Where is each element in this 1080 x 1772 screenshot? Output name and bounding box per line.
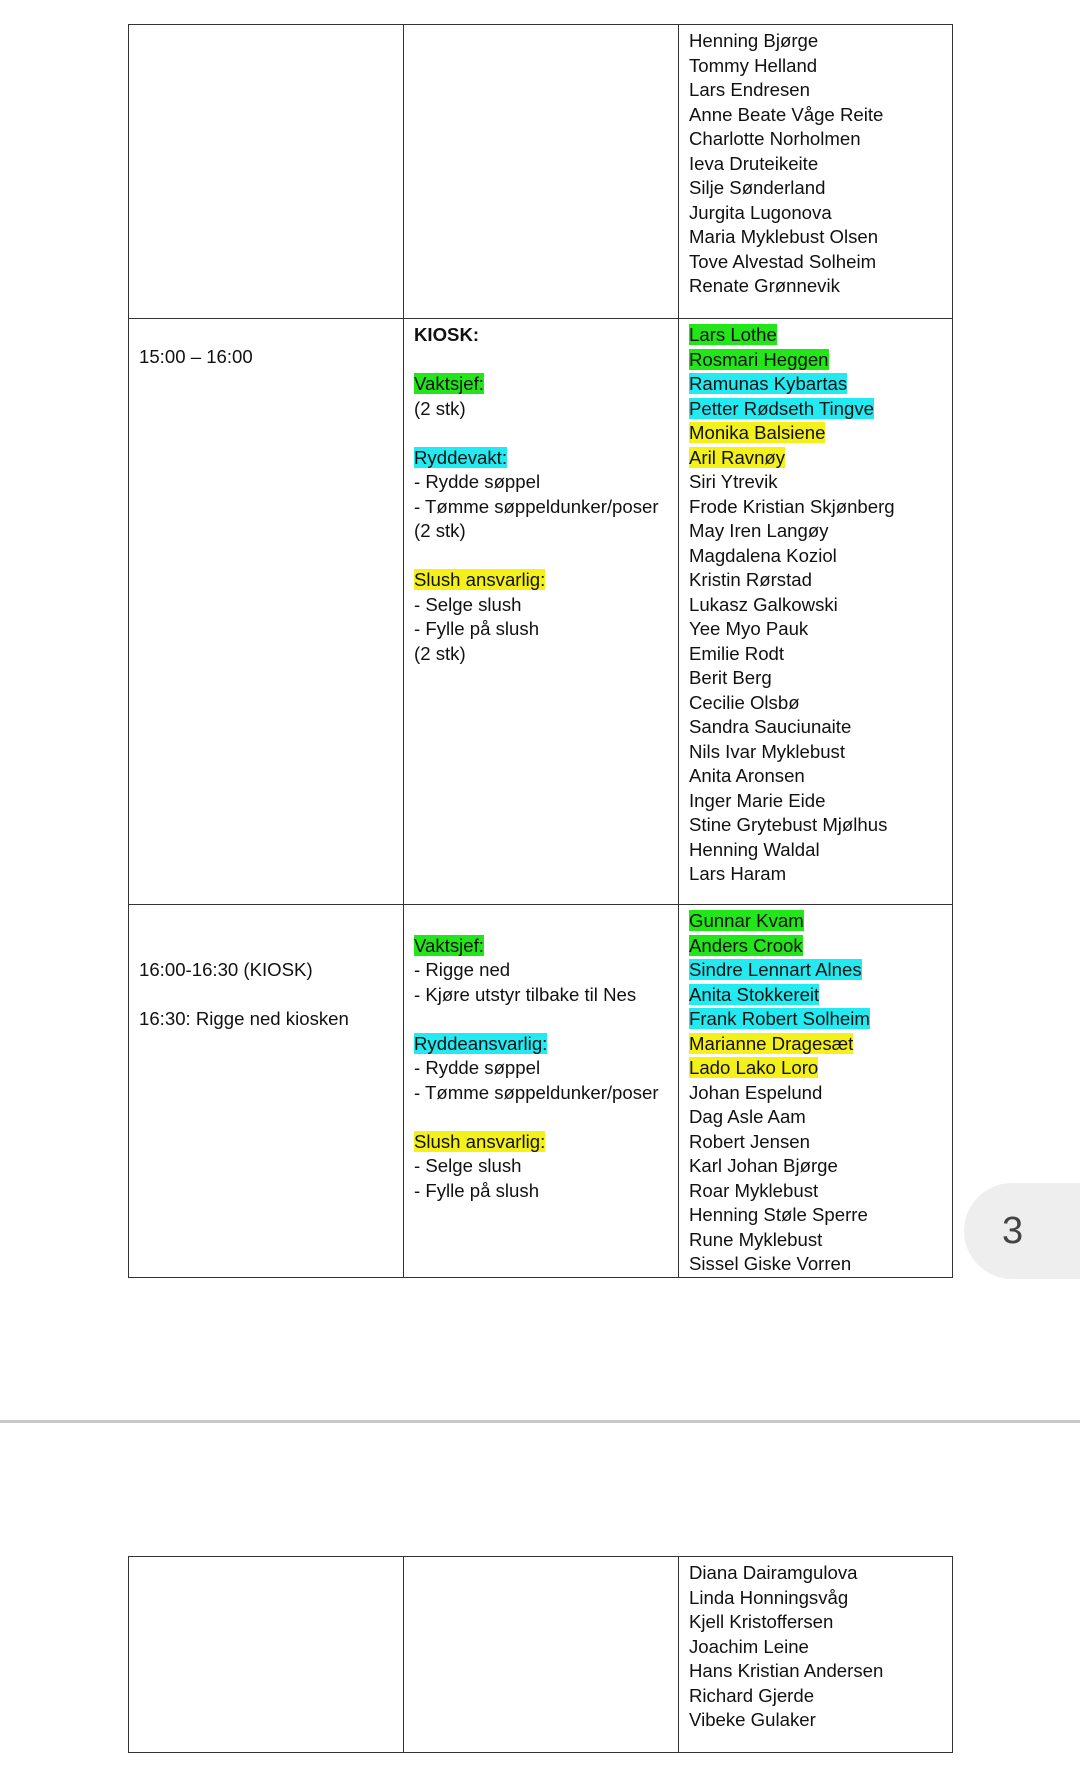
highlighted-label: Vaktsjef:: [414, 934, 484, 956]
line-text: Lars Endresen: [689, 79, 810, 100]
line-text: Vibeke Gulaker: [689, 1709, 816, 1730]
table-row: [129, 319, 953, 905]
table-row: [129, 25, 953, 319]
tasks-cell: [404, 905, 679, 1278]
person-name: [689, 176, 952, 201]
text-line: [414, 593, 678, 618]
person-name: [689, 544, 952, 569]
line-text: Renate Grønnevik: [689, 275, 840, 296]
text-line: [414, 446, 678, 471]
blank-line: [139, 909, 403, 934]
text-line: [414, 934, 678, 959]
line-text: 16:00-16:30 (KIOSK): [139, 959, 313, 980]
line-text: Linda Honningsvåg: [689, 1586, 849, 1608]
text-line: [139, 1007, 403, 1032]
text-line: [414, 1130, 678, 1155]
person-name: [689, 372, 952, 397]
page-number-badge: 3: [964, 1183, 1080, 1279]
person-name: [689, 838, 952, 863]
text-line: [414, 1154, 678, 1179]
text-line: [414, 1179, 678, 1204]
person-name: [689, 958, 952, 983]
highlighted-label: Slush ansvarlig:: [414, 569, 546, 590]
blank-line: [139, 934, 403, 959]
person-name: [689, 78, 952, 103]
time-cell: [129, 1557, 404, 1753]
name-list: [679, 905, 952, 1277]
line-text: Inger Marie Eide: [689, 789, 826, 811]
line-text: - Kjøre utstyr tilbake til Nes: [414, 983, 637, 1005]
task-list: [404, 319, 678, 666]
person-name: [689, 1130, 952, 1155]
highlighted-label: Lado Lako Loro: [689, 1057, 819, 1078]
blank-line: [414, 544, 678, 569]
person-name: [689, 691, 952, 716]
time-cell: [129, 905, 404, 1278]
line-text: Charlotte Norholmen: [689, 128, 861, 149]
line-text: Yee Myo Pauk: [689, 618, 809, 639]
person-name: [689, 740, 952, 765]
time-slot: [129, 905, 403, 1032]
person-name: [689, 813, 952, 838]
line-text: Lars Haram: [689, 863, 787, 884]
person-name: [689, 250, 952, 275]
line-text: Joachim Leine: [689, 1635, 809, 1657]
shift-schedule-table-continued: [128, 1556, 953, 1753]
name-list: [679, 319, 952, 887]
person-name: [689, 789, 952, 814]
text-line: [139, 958, 403, 983]
line-text: - Selge slush: [414, 593, 522, 615]
time-cell: [129, 25, 404, 319]
line-text: Hans Kristian Andersen: [689, 1660, 884, 1681]
names-cell: [679, 319, 953, 905]
person-name: [689, 1708, 952, 1733]
blank-line: [139, 983, 403, 1008]
person-name: [689, 1228, 952, 1253]
blank-line: [414, 348, 678, 373]
text-line: [414, 958, 678, 983]
person-name: [689, 421, 952, 446]
line-text: - Rydde søppel: [414, 1057, 541, 1078]
person-name: [689, 397, 952, 422]
task-list: [404, 905, 678, 1203]
person-name: [689, 934, 952, 959]
line-text: Kjell Kristoffersen: [689, 1611, 834, 1632]
text-line: [414, 1056, 678, 1081]
line-text: Diana Dairamgulova: [689, 1562, 858, 1583]
text-line: [414, 495, 678, 520]
person-name: [689, 519, 952, 544]
name-list: [679, 25, 952, 299]
line-text: Nils Ivar Myklebust: [689, 740, 846, 762]
line-text: Tommy Helland: [689, 54, 818, 76]
highlighted-label: Slush ansvarlig:: [414, 1130, 546, 1152]
person-name: [689, 1684, 952, 1709]
person-name: [689, 54, 952, 79]
text-line: [414, 397, 678, 422]
person-name: [689, 103, 952, 128]
highlighted-label: Anders Crook: [689, 934, 803, 956]
line-text: Karl Johan Bjørge: [689, 1155, 838, 1176]
line-text: Jurgita Lugonova: [689, 201, 832, 223]
highlighted-label: Marianne Dragesæt: [689, 1032, 854, 1054]
line-text: Sandra Sauciunaite: [689, 716, 852, 737]
line-text: (2 stk): [414, 397, 466, 419]
line-text: KIOSK:: [414, 324, 480, 345]
line-text: Lukasz Galkowski: [689, 593, 838, 615]
person-name: [689, 446, 952, 471]
line-text: Henning Bjørge: [689, 30, 819, 51]
person-name: [689, 1154, 952, 1179]
time-cell: [129, 319, 404, 905]
text-line: [414, 1032, 678, 1057]
highlighted-label: Sindre Lennart Alnes: [689, 959, 862, 980]
highlighted-label: Anita Stokkereit: [689, 983, 820, 1005]
person-name: [689, 1056, 952, 1081]
text-line: [414, 617, 678, 642]
line-text: Anne Beate Våge Reite: [689, 103, 884, 125]
line-text: Dag Asle Aam: [689, 1106, 806, 1127]
text-line: [414, 1081, 678, 1106]
highlighted-label: Ramunas Kybartas: [689, 373, 848, 394]
person-name: [689, 909, 952, 934]
line-text: Silje Sønderland: [689, 177, 826, 198]
highlighted-label: Ryddevakt:: [414, 446, 508, 468]
text-line: [414, 372, 678, 397]
table-row: [129, 1557, 953, 1753]
person-name: [689, 1635, 952, 1660]
line-text: Henning Waldal: [689, 838, 820, 860]
line-text: 16:30: Rigge ned kiosken: [139, 1008, 349, 1029]
line-text: Kristin Rørstad: [689, 569, 812, 590]
highlighted-label: Lars Lothe: [689, 324, 777, 345]
line-text: Sissel Giske Vorren: [689, 1253, 852, 1274]
person-name: [689, 1610, 952, 1635]
line-text: - Tømme søppeldunker/poser: [414, 1081, 659, 1103]
highlighted-label: Petter Rødseth Tingve: [689, 397, 874, 419]
line-text: - Fylle på slush: [414, 618, 540, 639]
page-divider: [0, 1420, 1080, 1423]
line-text: Ieva Druteikeite: [689, 152, 819, 174]
text-line: [414, 983, 678, 1008]
name-list: [679, 1557, 952, 1733]
line-text: Emilie Rodt: [689, 642, 785, 664]
tasks-cell: [404, 319, 679, 905]
highlighted-label: Aril Ravnøy: [689, 446, 786, 468]
person-name: [689, 642, 952, 667]
highlighted-label: Monika Balsiene: [689, 422, 826, 443]
text-line: [414, 323, 678, 348]
blank-line: [414, 1105, 678, 1130]
line-text: - Rydde søppel: [414, 471, 541, 492]
blank-line: [414, 421, 678, 446]
line-text: Maria Myklebust Olsen: [689, 226, 879, 247]
line-text: May Iren Langøy: [689, 520, 829, 541]
time-slot: 15:00 – 16:00: [139, 346, 253, 367]
person-name: [689, 1252, 952, 1277]
line-text: - Rigge ned: [414, 959, 511, 980]
line-text: Tove Alvestad Solheim: [689, 250, 877, 272]
person-name: [689, 470, 952, 495]
person-name: [689, 1586, 952, 1611]
person-name: [689, 1105, 952, 1130]
highlighted-label: Gunnar Kvam: [689, 910, 804, 931]
line-text: Johan Espelund: [689, 1081, 823, 1103]
person-name: [689, 348, 952, 373]
table-row: [129, 905, 953, 1278]
text-line: [414, 519, 678, 544]
person-name: [689, 617, 952, 642]
highlighted-label: Ryddeansvarlig:: [414, 1032, 548, 1054]
tasks-cell: [404, 1557, 679, 1753]
shift-schedule-table: [128, 24, 953, 1278]
line-text: Magdalena Koziol: [689, 544, 837, 566]
line-text: Siri Ytrevik: [689, 471, 778, 492]
person-name: [689, 568, 952, 593]
person-name: [689, 1179, 952, 1204]
person-name: [689, 152, 952, 177]
line-text: Stine Grytebust Mjølhus: [689, 814, 888, 835]
person-name: [689, 323, 952, 348]
highlighted-label: Vaktsjef:: [414, 373, 484, 394]
line-text: Richard Gjerde: [689, 1684, 815, 1706]
blank-line: [414, 1007, 678, 1032]
person-name: [689, 29, 952, 54]
line-text: Rune Myklebust: [689, 1228, 823, 1250]
person-name: [689, 225, 952, 250]
person-name: [689, 1081, 952, 1106]
person-name: [689, 593, 952, 618]
line-text: (2 stk): [414, 642, 466, 664]
person-name: [689, 1007, 952, 1032]
text-line: [414, 642, 678, 667]
person-name: [689, 983, 952, 1008]
line-text: Cecilie Olsbø: [689, 691, 800, 713]
line-text: Henning Støle Sperre: [689, 1204, 868, 1225]
line-text: Anita Aronsen: [689, 765, 805, 786]
text-line: [414, 568, 678, 593]
names-cell: [679, 1557, 953, 1753]
person-name: [689, 715, 952, 740]
line-text: Berit Berg: [689, 667, 772, 688]
person-name: [689, 495, 952, 520]
person-name: [689, 274, 952, 299]
person-name: [689, 1203, 952, 1228]
person-name: [689, 201, 952, 226]
person-name: [689, 764, 952, 789]
line-text: Robert Jensen: [689, 1130, 810, 1152]
person-name: [689, 1032, 952, 1057]
line-text: - Selge slush: [414, 1155, 522, 1176]
highlighted-label: Frank Robert Solheim: [689, 1008, 870, 1029]
person-name: [689, 862, 952, 887]
names-cell: [679, 25, 953, 319]
person-name: [689, 127, 952, 152]
tasks-cell: [404, 25, 679, 319]
line-text: - Tømme søppeldunker/poser: [414, 495, 659, 517]
line-text: Frode Kristian Skjønberg: [689, 495, 895, 517]
person-name: [689, 1659, 952, 1684]
line-text: - Fylle på slush: [414, 1179, 540, 1201]
person-name: [689, 666, 952, 691]
names-cell: [679, 905, 953, 1278]
text-line: [414, 470, 678, 495]
blank-line: [414, 909, 678, 934]
highlighted-label: Rosmari Heggen: [689, 348, 829, 370]
line-text: (2 stk): [414, 520, 466, 541]
line-text: Roar Myklebust: [689, 1179, 819, 1201]
person-name: [689, 1561, 952, 1586]
